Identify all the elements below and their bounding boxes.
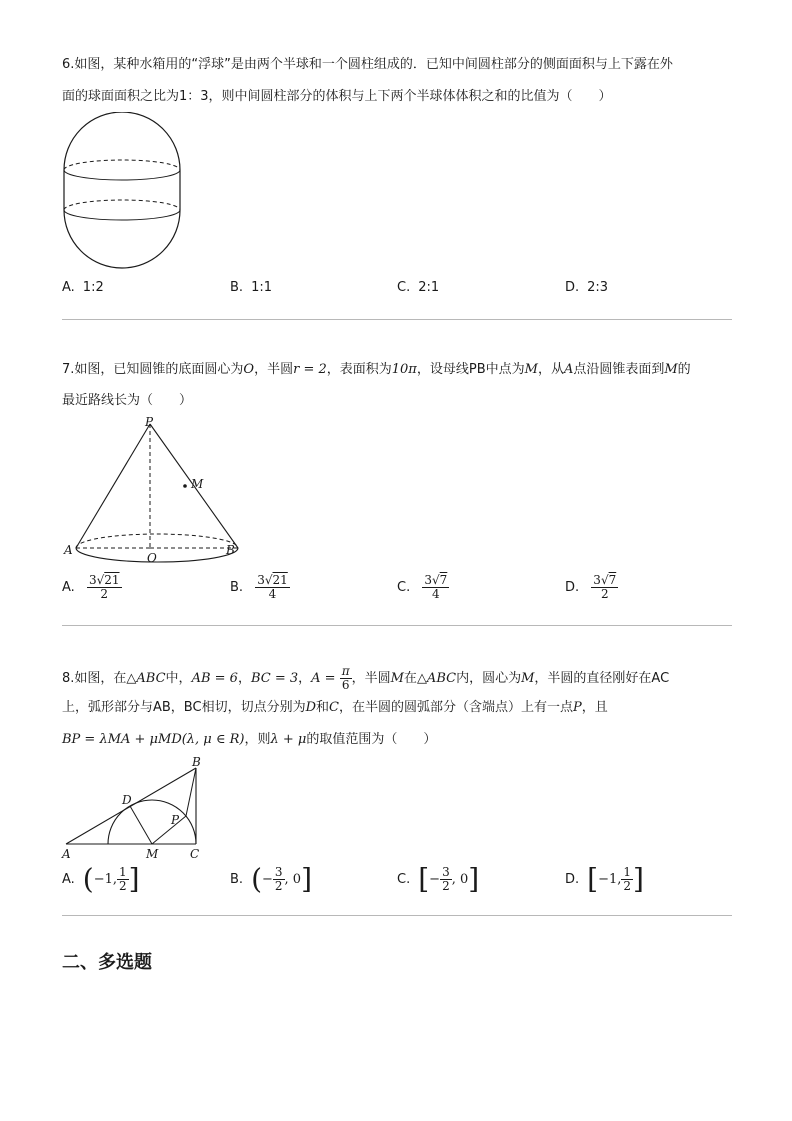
q8-stem-line-2: 上，弧形部分与AB，BC相切，切点分别为D和C，在半圆的圆弧部分（含端点）上有一点P，且 <box>62 700 608 715</box>
q8-label-b: B <box>192 755 201 769</box>
q7-cone-figure <box>60 412 250 567</box>
divider-q6 <box>62 319 732 320</box>
q7-option-c[interactable]: C. $\frac{3√7}{4}$ <box>397 573 448 601</box>
section-title-multiple-choice: 二、多选题 <box>62 952 152 973</box>
q8-option-a[interactable]: A. (−1, $\frac{1}{2}$ ] <box>62 862 140 896</box>
q8-option-b[interactable]: B. (− $\frac{3}{2}$ , 0] <box>230 862 313 896</box>
q8-stem-line-3: BP = λMA + μMD(λ, μ ∈ R)，则λ + μ的取值范围为（ ） <box>62 732 437 747</box>
q7-label-m: M <box>191 477 204 491</box>
q7-label-o: O <box>147 551 157 565</box>
q6-option-a[interactable]: A. 1:2 <box>62 280 104 295</box>
q7-label-a: A <box>64 543 73 557</box>
q8-label-c: C <box>190 847 200 861</box>
q8-label-m: M <box>146 847 159 861</box>
q6-stem-line-2: 面的球面面积之比为1：3，则中间圆柱部分的体积与上下两个半球体体积之和的比值为（ ） <box>62 89 612 104</box>
q7-option-a[interactable]: A. $\frac{3√21}{2}$ <box>62 573 120 601</box>
q8-option-d[interactable]: D. [−1, $\frac{1}{2}$ ] <box>565 862 644 896</box>
divider-q7 <box>62 625 732 626</box>
q7-option-b[interactable]: B. $\frac{3√21}{4}$ <box>230 573 288 601</box>
q7-label-p: P <box>145 415 154 429</box>
q6-float-ball-figure <box>60 112 185 272</box>
q8-stem-line-1: 8.如图，在△ABC中，AB = 6，BC = 3，A = $\frac{\pi}{6}$ ，半圆M在△ABC内，圆心为M，半圆的直径刚好在AC <box>62 664 670 692</box>
q8-option-c[interactable]: C. [− $\frac{3}{2}$ , 0] <box>397 862 480 896</box>
q6-stem-line-1: 6.如图，某种水箱用的“浮球”是由两个半球和一个圆柱组成的．已知中间圆柱部分的侧面面积与上下露在外 <box>62 57 673 72</box>
q6-option-c[interactable]: C. 2:1 <box>397 280 440 295</box>
q7-option-d[interactable]: D. $\frac{3√7}{2}$ <box>565 573 617 601</box>
q8-label-p: P <box>171 813 180 827</box>
q8-label-d: D <box>122 793 132 807</box>
q8-label-a: A <box>62 847 71 861</box>
q6-option-d[interactable]: D. 2:3 <box>565 280 609 295</box>
q7-stem-line-2: 最近路线长为（ ） <box>62 393 193 408</box>
q6-option-b[interactable]: B. 1:1 <box>230 280 272 295</box>
q7-stem-line-1: 7.如图，已知圆锥的底面圆心为O，半圆r = 2，表面积为10π，设母线PB中点为M，从A点沿圆锥表面到M的 <box>62 362 691 377</box>
divider-q8 <box>62 915 732 916</box>
q7-label-b: B <box>226 543 235 557</box>
q8-triangle-semicircle-figure <box>60 754 210 864</box>
